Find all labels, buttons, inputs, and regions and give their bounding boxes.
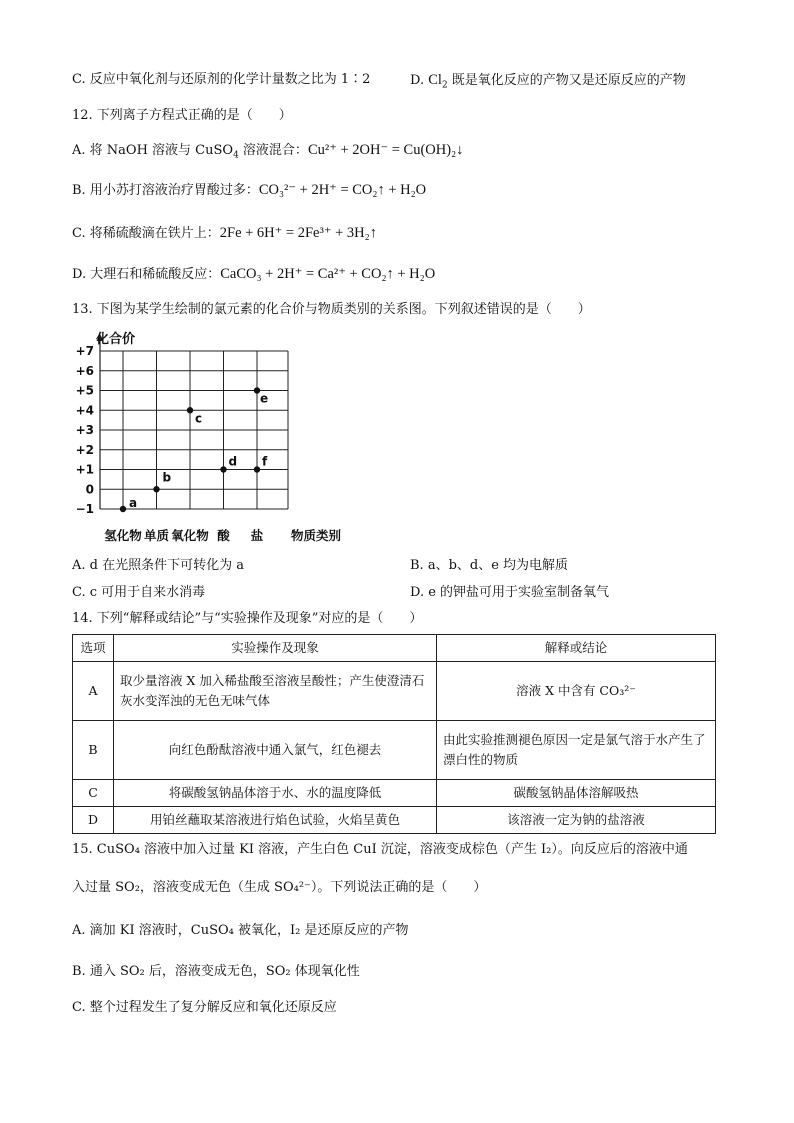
data-point-c [187, 407, 193, 413]
point-label-b: b [162, 470, 172, 485]
point-label-c: c [195, 411, 203, 426]
q12-option-c: C. 将稀硫酸滴在铁片上：2Fe + 6H⁺ = 2Fe³⁺ + 3H₂↑ [72, 225, 377, 241]
table-row: A 取少量溶液 X 加入稀盐酸至溶液呈酸性；产生使澄清石灰水变浑浊的无色无味气体 溶液 X 中含有 CO₃²⁻ [73, 662, 716, 721]
table-row: B 向红色酚酞溶液中通入氯气，红色褪去 由此实验推测褪色原因一定是氯气溶于水产生了漂白性的物质 [73, 721, 716, 780]
y-tick-label: +6 [75, 363, 94, 378]
data-point-d [220, 466, 226, 472]
table-row: D 用铂丝蘸取某溶液进行焰色试验，火焰呈黄色 该溶液一定为钠的盐溶液 [73, 807, 716, 834]
header-conclusion: 解释或结论 [437, 635, 716, 662]
q15-option-a: A. 滴加 KI 溶液时，CuSO₄ 被氧化，I₂ 是还原反应的产物 [72, 923, 409, 938]
point-label-a: a [129, 496, 138, 510]
q13-option-b: B. a、b、d、e 均为电解质 [410, 558, 569, 573]
y-tick-label: +2 [75, 442, 94, 457]
y-tick-label: 0 [85, 482, 94, 497]
q13-stem: 13. 下图为某学生绘制的氯元素的化合价与物质类别的关系图。下列叙述错误的是（ ） [72, 302, 591, 317]
q11-option-c: C. 反应中氧化剂与还原剂的化学计量数之比为 1∶2 [72, 72, 371, 87]
point-label-d: d [228, 454, 238, 469]
y-tick-label: −1 [75, 502, 94, 516]
x-tick-label: 单质 [143, 528, 170, 543]
x-axis-label: 物质类别 [291, 528, 342, 543]
point-label-f: f [262, 454, 268, 469]
q12-stem: 12. 下列离子方程式正确的是（ ） [72, 108, 292, 123]
point-label-e: e [260, 391, 269, 406]
data-point-f [254, 466, 260, 472]
y-tick-label: +1 [75, 462, 94, 477]
data-point-a [120, 506, 126, 512]
valence-chart [62, 325, 342, 550]
x-tick-label: 氧化物 [171, 528, 209, 543]
q15-stem-line1: 15. CuSO₄ 溶液中加入过量 KI 溶液，产生白色 CuI 沉淀，溶液变成棕色（产生 I₂）。向反应后的溶液中通 [72, 842, 688, 857]
y-tick-label: +5 [75, 383, 94, 398]
y-axis-label: 化合价 [96, 332, 136, 347]
q15-option-b: B. 通入 SO₂ 后，溶液变成无色，SO₂ 体现氧化性 [72, 964, 360, 979]
q13-option-c: C. c 可用于自来水消毒 [72, 585, 206, 600]
q15-stem-line2: 入过量 SO₂，溶液变成无色（生成 SO₄²⁻）。下列说法正确的是（ ） [72, 880, 487, 895]
q12-option-a: A. 将 NaOH 溶液与 CuSO$_4$ 溶液混合：Cu²⁺ + 2OH⁻ = Cu(OH)₂↓ [72, 142, 464, 161]
q12-option-d: D. 大理石和稀硫酸反应：CaCO₃ + 2H⁺ = Ca²⁺ + CO₂↑ + H₂O [72, 266, 436, 282]
table-row: C 将碳酸氢钠晶体溶于水、水的温度降低 碳酸氢钠晶体溶解吸热 [73, 780, 716, 807]
y-tick-label: +4 [75, 403, 94, 418]
data-point-b [153, 486, 159, 492]
q13-option-a: A. d 在光照条件下可转化为 a [72, 558, 244, 573]
q12-option-b: B. 用小苏打溶液治疗胃酸过多：CO₃²⁻ + 2H⁺ = CO₂↑ + H₂O [72, 182, 427, 198]
experiment-table [72, 634, 716, 834]
x-tick-label: 盐 [250, 528, 264, 543]
header-option: 选项 [73, 635, 114, 662]
x-tick-label: 氢化物 [104, 528, 142, 543]
header-operation: 实验操作及现象 [114, 635, 437, 662]
q14-stem: 14. 下列“解释或结论”与“实验操作及现象”对应的是（ ） [72, 611, 423, 626]
q11-option-d: D. $Cl_2$ 既是氧化反应的产物又是还原反应的产物 [410, 72, 686, 91]
y-tick-label: +7 [75, 344, 94, 358]
x-tick-label: 酸 [217, 528, 230, 543]
q13-option-d: D. e 的钾盐可用于实验室制备氧气 [410, 585, 610, 600]
y-tick-label: +3 [75, 423, 94, 437]
q15-option-c: C. 整个过程发生了复分解反应和氧化还原反应 [72, 1000, 337, 1015]
